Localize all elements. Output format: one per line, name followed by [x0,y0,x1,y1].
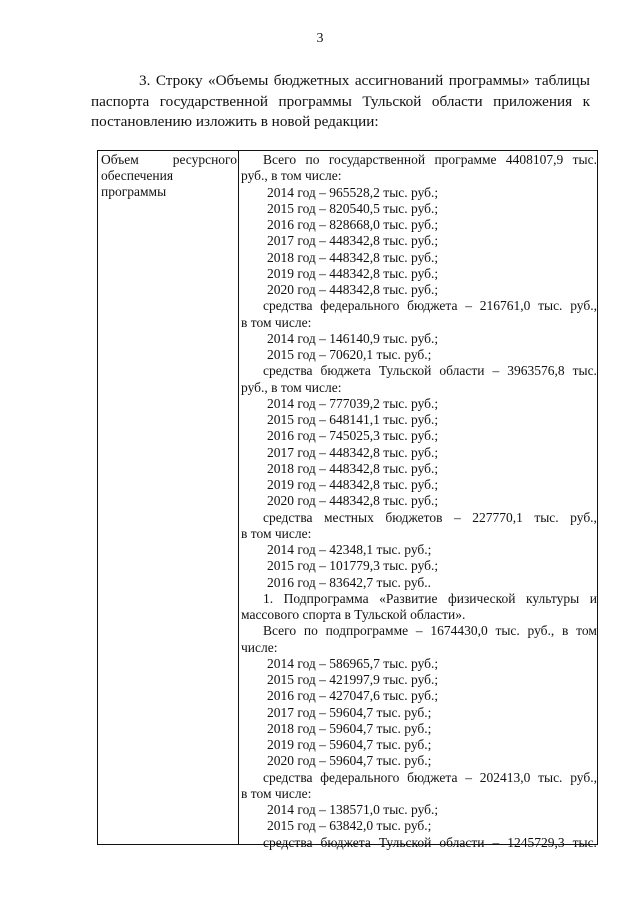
content-word: тыс. [538,298,563,314]
content-line: руб., в том числе: [241,379,342,395]
content-word: – [492,363,500,379]
content-word: области [439,834,485,850]
content-word: средства [263,363,313,379]
content-line: в том числе: [241,785,312,801]
content-line: 2015 год – 421997,9 тыс. руб.; [267,672,439,687]
content-line: 2014 год – 965528,2 тыс. руб.; [267,184,439,200]
content-line: 2015 год – 648141,1 тыс. руб.; [267,412,439,427]
content-word: 3963576,8 [507,363,565,379]
content-word: тыс. [572,152,597,167]
content-line: 2014 год – 586965,7 тыс. руб.; [267,655,439,671]
label-cell [101,152,237,200]
content-line: в том числе: [241,525,312,541]
content-word: бюджета [407,769,458,785]
content-word: тыс. [534,509,559,525]
content-line: в том числе: [241,314,312,330]
content-line: 2014 год – 138571,0 тыс. руб.; [267,802,439,817]
content-word: местных [324,509,374,525]
content-line [241,510,597,526]
content-word: руб., [527,623,555,639]
content-word: бюджета [320,834,371,850]
content-word: – [492,834,500,850]
label-line-1 [101,152,237,168]
content-word: Тульской [378,834,432,850]
content-word: 216761,0 [479,298,531,314]
content-line: 2016 год – 427047,6 тыс. руб.; [267,688,439,704]
label-word: ресурсного [172,152,237,167]
content-line: 2014 год – 42348,1 тыс. руб.; [267,542,432,557]
content-word: – [453,509,461,525]
content-word: 1674430,0 [430,623,488,639]
resources-table [97,150,598,850]
content-line [241,591,597,607]
content-word: Всего [263,152,297,167]
content-line: 2016 год – 83642,7 тыс. руб.. [267,574,432,590]
page-number: 3 [316,31,324,46]
intro-text: 3. Строку «Объемы бюджетных ассигнований программы» таблицы паспорта государственной программы Тульской области приложения к постановлению изложить в новой редакции: [91,72,590,130]
content-line: 2017 год – 59604,7 тыс. руб.; [267,704,432,720]
content-line: числе: [241,639,278,655]
content-word: – [415,623,423,639]
content-word: средства [263,298,313,314]
content-word: государственной [328,152,426,167]
content-line: 2018 год – 59604,7 тыс. руб.; [267,720,432,736]
content-word: Тульской [378,363,432,379]
content-word: руб., [570,769,597,785]
content-word: бюджетов [385,509,443,525]
content-line: 2018 год – 448342,8 тыс. руб.; [267,249,439,265]
content-line: 2017 год – 448342,8 тыс. руб.; [267,444,439,460]
label-line-3: программы [101,184,167,199]
content-word: в [562,623,569,639]
content-line: 2019 год – 448342,8 тыс. руб.; [267,265,439,281]
label-word: Объем [101,152,139,167]
content-line: 2014 год – 777039,2 тыс. руб.; [267,395,439,411]
content-word: руб., [570,298,597,314]
content-line: 2016 год – 828668,0 тыс. руб.; [267,217,439,232]
content-line: 2018 год – 448342,8 тыс. руб.; [267,460,439,476]
content-line: массового спорта в Тульской области». [241,607,466,622]
content-line: 2016 год – 745025,3 тыс. руб.; [267,428,439,444]
content-line: 2020 год – 59604,7 тыс. руб.; [267,753,432,769]
content-cell [241,152,597,851]
content-word: 1. [263,590,274,606]
content-line [241,770,597,786]
content-word: средства [263,834,313,850]
content-line: 2019 год – 59604,7 тыс. руб.; [267,737,432,752]
content-word: тыс. [538,769,563,785]
content-word: области [439,363,485,379]
content-line: 2015 год – 820540,5 тыс. руб.; [267,200,439,216]
content-word: тыс. [572,834,597,850]
content-line: 2015 год – 70620,1 тыс. руб.; [267,347,432,362]
content-line: 2015 год – 63842,0 тыс. руб.; [267,818,432,834]
content-line: 2019 год – 448342,8 тыс. руб.; [267,477,439,492]
content-line: 2015 год – 101779,3 тыс. руб.; [267,558,439,574]
content-word: том [576,623,597,639]
content-word: – [465,298,472,314]
content-line: 2017 год – 448342,8 тыс. руб.; [267,233,439,249]
content-word: бюджета [407,298,458,314]
content-word: федерального [320,298,400,314]
content-word: – [465,769,472,785]
content-word: «Развитие [379,590,438,606]
content-word: по [303,623,318,639]
column-divider [238,151,239,844]
content-line: руб., в том числе: [241,168,342,184]
content-word: средства [263,509,313,525]
content-word: Подпрограмма [283,590,369,606]
content-word: по [305,152,320,167]
content-line [241,363,597,379]
content-word: средства [263,769,313,785]
intro-paragraph [91,71,590,133]
content-word: 4408107,9 [505,152,564,167]
content-word: бюджета [320,363,371,379]
content-word: 202413,0 [479,769,531,785]
content-line [241,835,597,851]
content-line: 2020 год – 448342,8 тыс. руб.; [267,282,439,297]
label-line-2: обеспечения [101,168,174,183]
content-line [241,152,597,168]
content-word: культуры [526,590,580,606]
content-line [241,298,597,314]
content-word: и [589,590,597,606]
content-word: 227770,1 [472,509,523,525]
content-line: 2014 год – 146140,9 тыс. руб.; [267,330,439,346]
content-line [241,623,597,639]
content-word: руб., [570,509,597,525]
content-line: 2020 год – 448342,8 тыс. руб.; [267,493,439,509]
content-word: 1245729,3 [507,834,565,850]
content-word: Всего [263,623,297,639]
content-word: физической [448,590,516,606]
content-word: тыс. [495,623,520,639]
content-word: тыс. [572,363,597,379]
content-word: программе [434,152,497,167]
content-word: подпрограмме [325,623,409,639]
content-word: федерального [320,769,400,785]
